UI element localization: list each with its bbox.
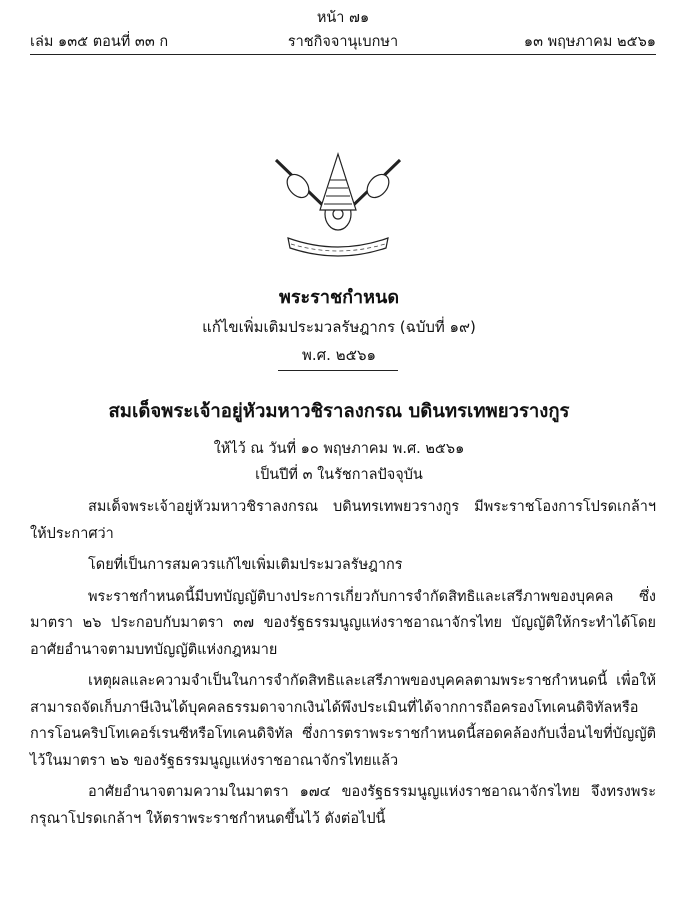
title-divider — [278, 370, 398, 371]
publication-date: ๑๓ พฤษภาคม ๒๕๖๑ — [523, 34, 656, 50]
header-row — [30, 30, 656, 52]
reign-year: เป็นปีที่ ๓ ในรัชกาลปัจจุบัน — [255, 467, 423, 483]
body-paragraph: เหตุผลและความจำเป็นในการจำกัดสิทธิและเสรีภาพของบุคคลตามพระราชกำหนดนี้ เพื่อให้สามารถจัดเก็บภาษีเงินได้บุคคลธรรมดาจากเงินได้พึงประเมินที่ได้จากการถือครองโทเคนดิจิทัลหรือการโอนคริปโทเคอร์เรนซีหรือโทเคนดิจิทัล ซึ่งการตราพระราชกำหนดนี้สอดคล้องกับเงื่อนไขที่บัญญัติไว้ในมาตรา ๒๖ ของรัฐธรรมนูญแห่งราชอาณาจักรไทยแล้ว — [30, 673, 656, 769]
given-date: ให้ไว้ ณ วันที่ ๑๐ พฤษภาคม พ.ศ. ๒๕๖๑ — [213, 441, 465, 457]
decree-subtitle: แก้ไขเพิ่มเติมประมวลรัษฎากร (ฉบับที่ ๑๙) — [202, 318, 476, 336]
header-divider — [30, 54, 656, 55]
gazette-header — [30, 6, 656, 68]
body-paragraph: สมเด็จพระเจ้าอยู่หัวมหาวชิราลงกรณ บดินทรเทพยวรางกูร มีพระราชโองการโปรดเกล้าฯ ให้ประกาศว่า — [30, 499, 656, 542]
body-paragraph: โดยที่เป็นการสมควรแก้ไขเพิ่มเติมประมวลรัษฎากร — [88, 557, 403, 573]
decree-body — [30, 494, 656, 837]
publication-name: ราชกิจจานุเบกษา — [287, 34, 399, 50]
decree-title: พระราชกำหนด — [278, 287, 400, 308]
royal-emblem-icon — [258, 150, 418, 260]
decree-year: พ.ศ. ๒๕๖๑ — [302, 346, 376, 364]
volume-issue: เล่ม ๑๓๕ ตอนที่ ๓๓ ก — [30, 34, 169, 50]
king-name: สมเด็จพระเจ้าอยู่หัวมหาวชิราลงกรณ บดินทรเทพยวรางกูร — [108, 401, 570, 422]
page-number: หน้า ๗๑ — [316, 10, 370, 26]
body-paragraph: พระราชกำหนดนี้มีบทบัญญัติบางประการเกี่ยวกับการจำกัดสิทธิและเสรีภาพของบุคคล ซึ่งมาตรา ๒๖ ประกอบกับมาตรา ๓๗ ของรัฐธรรมนูญแห่งราชอาณาจักรไทย บัญญัติให้กระทำได้โดยอาศัยอำนาจตามบทบัญญัติแห่งกฎหมาย — [30, 588, 656, 658]
body-paragraph: อาศัยอำนาจตามความในมาตรา ๑๗๔ ของรัฐธรรมนูญแห่งราชอาณาจักรไทย จึงทรงพระกรุณาโปรดเกล้าฯ ให้ตราพระราชกำหนดขึ้นไว้ ดังต่อไปนี้ — [30, 784, 656, 827]
